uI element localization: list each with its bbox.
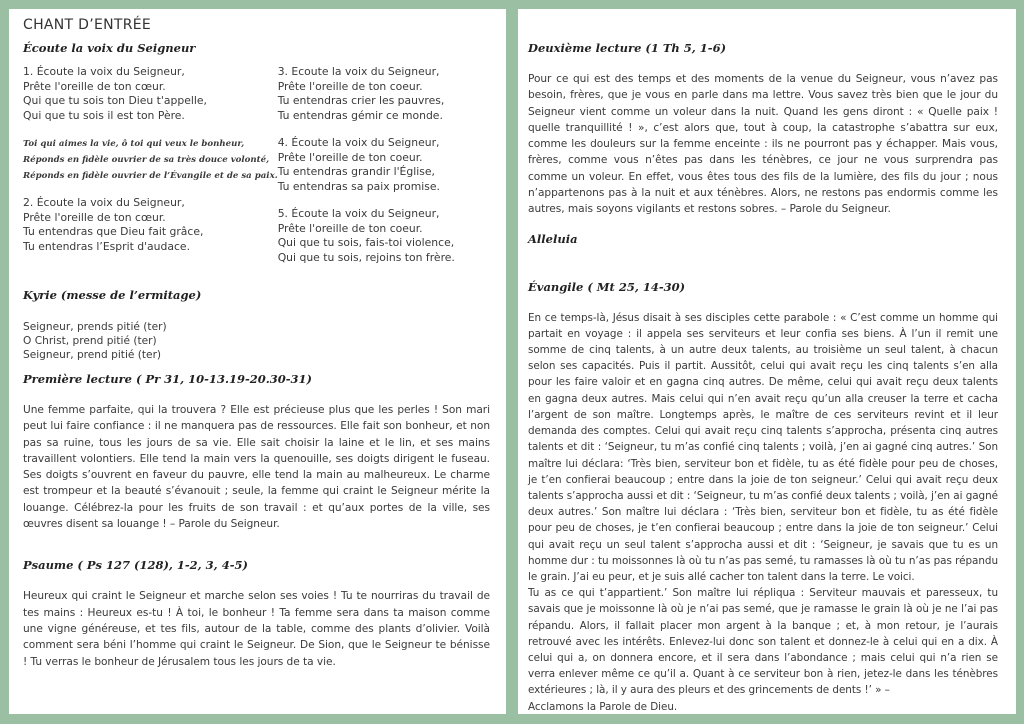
verse-line: 4. Écoute la voix du Seigneur,	[277, 136, 440, 149]
right-page	[518, 9, 1016, 714]
verse-line: Qui que tu sois il est ton Père.	[23, 108, 185, 122]
gospel-closing: Acclamons la Parole de Dieu.	[528, 700, 678, 713]
chorus	[23, 136, 278, 184]
verse-line: Tu entendras que Dieu fait grâce,	[23, 225, 204, 238]
chorus-line: Réponds en fidèle ouvrier de l’Évangile et de sa paix.	[23, 171, 278, 181]
verse-line: Tu entendras gémir ce monde.	[277, 108, 443, 122]
second-reading-title: Deuxième lecture (1 Th 5, 1-6)	[528, 41, 727, 55]
left-page	[9, 9, 506, 714]
verse-line: Qui que tu sois, fais-toi violence,	[277, 236, 455, 249]
verse-line: Prête l'oreille de ton coeur.	[277, 221, 423, 235]
chorus-line: Réponds en fidèle ouvrier de sa très douce volonté,	[23, 155, 270, 165]
gospel-title: Évangile ( Mt 25, 14-30)	[528, 279, 686, 294]
verse-line: Tu entendras grandir l'Église,	[277, 165, 435, 178]
kyrie-text	[23, 320, 490, 362]
second-reading-text: Pour ce qui est des temps et des moments de la venue du Seigneur, vous n’avez pas besoin, frères, que je vous en parle dans ma lettre. Vous savez très bien que le jour du Seigneur vient comme un voleur dans la nuit. Quand les gens diront : « Quelle paix ! quelle tranquillité ! », c’est alors que, tout à coup, la catastrophe s’abattra sur eux, comme les douleurs sur la femme enceinte : ils ne pourront pas y échapper. Mais vous, frères, comme vous n’êtes pas dans les ténèbres, ce jour ne vous surprendra pas comme un voleur. En effet, vous êtes tous des fils de la lumière, des fils du jour ; nous n’appartenons pas à la nuit et aux ténèbres. Alors, ne restons pas endormis comme les autres, mais soyons vigilants et restons sobres. – Parole du Seigneur.	[528, 73, 998, 216]
verse-2	[23, 196, 278, 254]
gospel-paragraph: Tu as ce qui t’appartient.’ Son maître lui répliqua : Serviteur mauvais et paresseux, tu savais que je moissonne là où je n’ai pas semé, que je ramasse le grain là où je ne l’ai pas répandu. Alors, il fallait placer mon argent à la banque ; et, à mon retour, je l’aurais retrouvé avec les intérêts. Enlevez-lui donc son talent et donnez-le à celui qui en a dix. À celui qui a, on donnera encore, et il sera dans l’abondance ; mais celui qui n’a rien se verra enlever même ce qu’il a. Quant à ce serviteur bon à rien, jetez-le dans les ténèbres extérieures ; là, il y aura des pleurs et des grincements de dents !’ » –	[528, 587, 998, 697]
kyrie-line: O Christ, prend pitié (ter)	[23, 335, 157, 347]
verse-line: 3. Ecoute la voix du Seigneur,	[277, 65, 440, 78]
gospel-paragraph: En ce temps-là, Jésus disait à ses disciples cette parabole : « C’est comme un homme qui partait en voyage : il appela ses serviteurs et leur confia ses biens. À l’un il remit une somme de cinq talents, à un autre deux talents, au troisième un seul talent, à chacun selon ses capacités. Puis il partit. Aussitôt, celui qui avait reçu les cinq talents s’en alla pour les faire valoir et en gagna cinq autres. De même, celui qui avait reçu deux talents en gagna deux autres. Mais celui qui n’en avait reçu qu’un alla creuser la terre et cacha l’argent de son maître. Longtemps après, le maître de ces serviteurs revint et il leur demanda des comptes. Celui qui avait reçu cinq talents s’approcha, présenta cinq autres talents et dit : ‘Seigneur, tu m’as confié cinq talents ; voilà, j’en ai gagné cinq autres.’ Son maître lui déclara: ‘Très bien, serviteur bon et fidèle, tu as été fidèle pour peu de choses, je t’en confierai beaucoup ; entre dans la joie de ton seigneur.’ Celui qui avait reçu deux talents s’approcha aussi et dit : ‘Seigneur, tu m’as confié deux talents ; voilà, j’en ai gagné deux autres.’ Son maître lui déclara : ‘Très bien, serviteur bon et fidèle, tu as été fidèle pour peu de choses, je t’en confierai beaucoup ; entre dans la joie de ton seigneur.’ Celui qui avait reçu un seul talent s’approcha aussi et dit : ‘Seigneur, je savais que tu es un homme dur : tu moissonnes là où tu n’as pas semé, tu ramasses là où tu n’as pas répandu le grain. J’ai eu peur, et je suis allé cacher ton talent dans la terre. Le voici.	[528, 311, 998, 583]
verse-line: 5. Écoute la voix du Seigneur,	[277, 207, 440, 220]
verse-line: Prête l'oreille de ton coeur.	[277, 150, 423, 164]
verse-line: Qui que tu sois, rejoins ton frère.	[277, 250, 455, 264]
verse-1	[23, 65, 278, 123]
verse-line: Qui que tu sois ton Dieu t'appelle,	[23, 94, 207, 107]
alleluia-title: Alleluia	[528, 231, 578, 246]
entrance-chant-title: CHANT D’ENTRÉE	[23, 17, 152, 33]
hymn-column-left	[23, 65, 278, 278]
verse-line: Tu entendras sa paix promise.	[277, 179, 440, 193]
hymn-columns	[23, 65, 490, 278]
verse-line: Tu entendras crier les pauvres,	[277, 94, 445, 107]
chorus-line: Toi qui aimes la vie, ô toi qui veux le bonheur,	[23, 139, 245, 149]
verse-5	[278, 207, 490, 265]
verse-line: Prête l'oreille de ton cœur.	[23, 210, 166, 224]
verse-line: 2. Écoute la voix du Seigneur,	[23, 196, 185, 209]
verse-line: Prête l'oreille de ton cœur.	[23, 79, 166, 93]
kyrie-title: Kyrie (messe de l’ermitage)	[23, 288, 202, 302]
verse-3	[278, 65, 490, 123]
kyrie-line: Seigneur, prend pitié (ter)	[23, 349, 162, 361]
hymn-column-right	[278, 65, 490, 278]
first-reading-title: Première lecture ( Pr 31, 10-13.19-20.30-31)	[23, 372, 312, 386]
psalm-text: Heureux qui craint le Seigneur et marche selon ses voies ! Tu te nourriras du travail de tes mains : Heureux es-tu ! À toi, le bonheur ! Ta femme sera dans ta maison comme une vigne généreuse, et tes fils, autour de la table, comme des plants d’olivier. Voilà comment sera béni l’homme qui craint le Seigneur. De Sion, que le Seigneur te bénisse ! Tu verras le bonheur de Jérusalem tous les jours de ta vie.	[23, 590, 490, 668]
verse-4	[278, 136, 490, 194]
psalm-title: Psaume ( Ps 127 (128), 1-2, 3, 4-5)	[23, 558, 248, 573]
verse-line: Tu entendras l’Esprit d'audace.	[23, 239, 190, 253]
kyrie-line: Seigneur, prends pitié (ter)	[23, 321, 167, 333]
verse-line: 1. Écoute la voix du Seigneur,	[23, 65, 185, 78]
hymn-title: Écoute la voix du Seigneur	[23, 41, 196, 55]
first-reading-text: Une femme parfaite, qui la trouvera ? Elle est précieuse plus que les perles ! Son mari peut lui faire confiance : il ne manquera pas de ressources. Elle fait son bonheur, et non pas sa ruine, tous les jours de sa vie. Elle sait choisir la laine et le lin, et ses mains travaillent volontiers. Elle tend la main vers la quenouille, ses doigts dirigent le fuseau. Ses doigts s’ouvrent en faveur du pauvre, elle tend la main au malheureux. Le charme est trompeur et la beauté s’évanouit ; seule, la femme qui craint le Seigneur mérite la louange. Célébrez-la pour les fruits de son travail : et qu’aux portes de la ville, ses œuvres disent sa louange ! – Parole du Seigneur.	[23, 404, 490, 531]
verse-line: Prête l'oreille de ton coeur.	[277, 79, 423, 93]
gospel-text	[528, 310, 998, 714]
